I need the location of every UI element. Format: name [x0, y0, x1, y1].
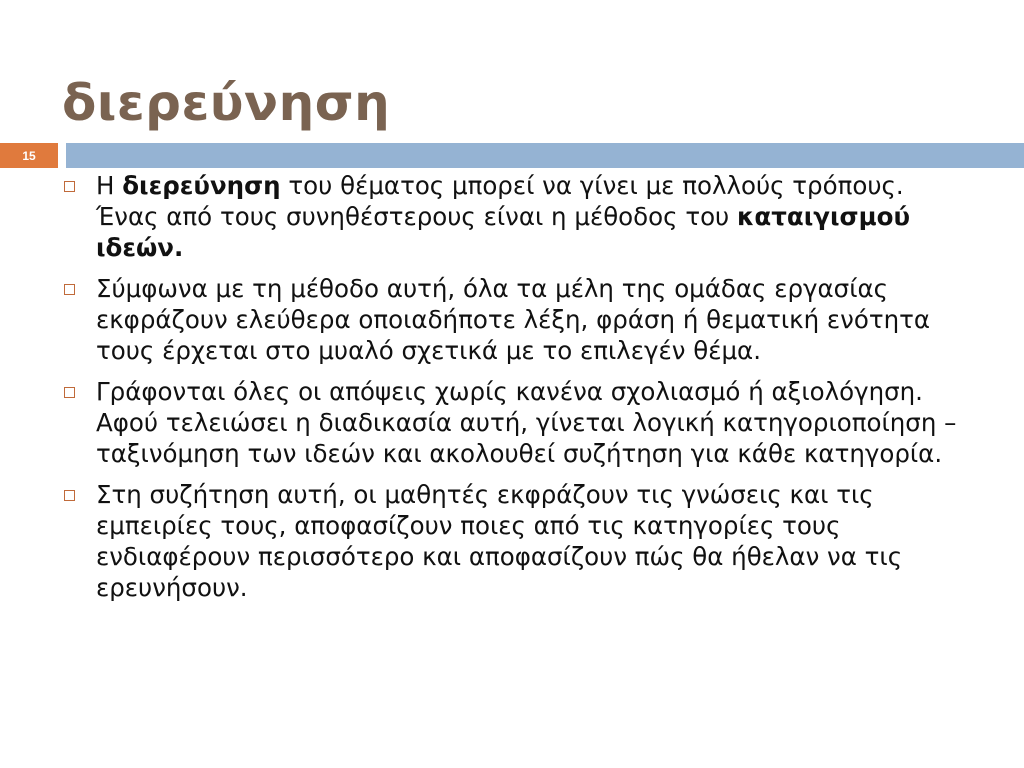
title-rule-bar	[66, 143, 1024, 168]
bullet-list	[62, 170, 962, 613]
square-bullet-icon	[64, 181, 75, 192]
slide-number: 15	[0, 143, 58, 168]
bullet-item	[62, 273, 962, 366]
bullet-text: Γράφονται όλες οι απόψεις χωρίς κανένα σχολιασμό ή αξιολόγηση. Αφού τελειώσει η διαδικασία αυτή, γίνεται λογική κατηγοριοποίηση – ταξινόμηση των ιδεών και ακολουθεί συζήτηση για κάθε κατηγορία.	[96, 377, 957, 468]
bullet-bold-term: διερεύνηση	[122, 171, 281, 200]
bullet-item	[62, 170, 962, 263]
bullet-text: του θέματος μπορεί να γίνει με πολλούς τρόπους. Ένας από τους συνηθέστερους είναι η μέθοδος του	[96, 171, 904, 231]
bullet-text: Σύμφωνα με τη μέθοδο αυτή, όλα τα μέλη της ομάδας εργασίας εκφράζουν ελεύθερα οποιαδήποτε λέξη, φράση ή θεματική ενότητα τους έρχεται στο μυαλό σχετικά με το επιλεγέν θέμα.	[96, 274, 930, 365]
square-bullet-icon	[64, 284, 75, 295]
slide-title: διερεύνηση	[62, 74, 391, 132]
bullet-text: Στη συζήτηση αυτή, οι μαθητές εκφράζουν τις γνώσεις και τις εμπειρίες τους, αποφασίζουν ποιες από τις κατηγορίες τους ενδιαφέρουν περισσότερο και αποφασίζουν πώς θα ήθελαν να τις ερευνήσουν.	[96, 480, 903, 602]
bullet-item	[62, 376, 962, 469]
square-bullet-icon	[64, 490, 75, 501]
bullet-bold-term: καταιγισμού ιδεών.	[96, 202, 911, 262]
bullet-item	[62, 479, 962, 603]
square-bullet-icon	[64, 387, 75, 398]
bullet-text: Η	[96, 171, 123, 200]
